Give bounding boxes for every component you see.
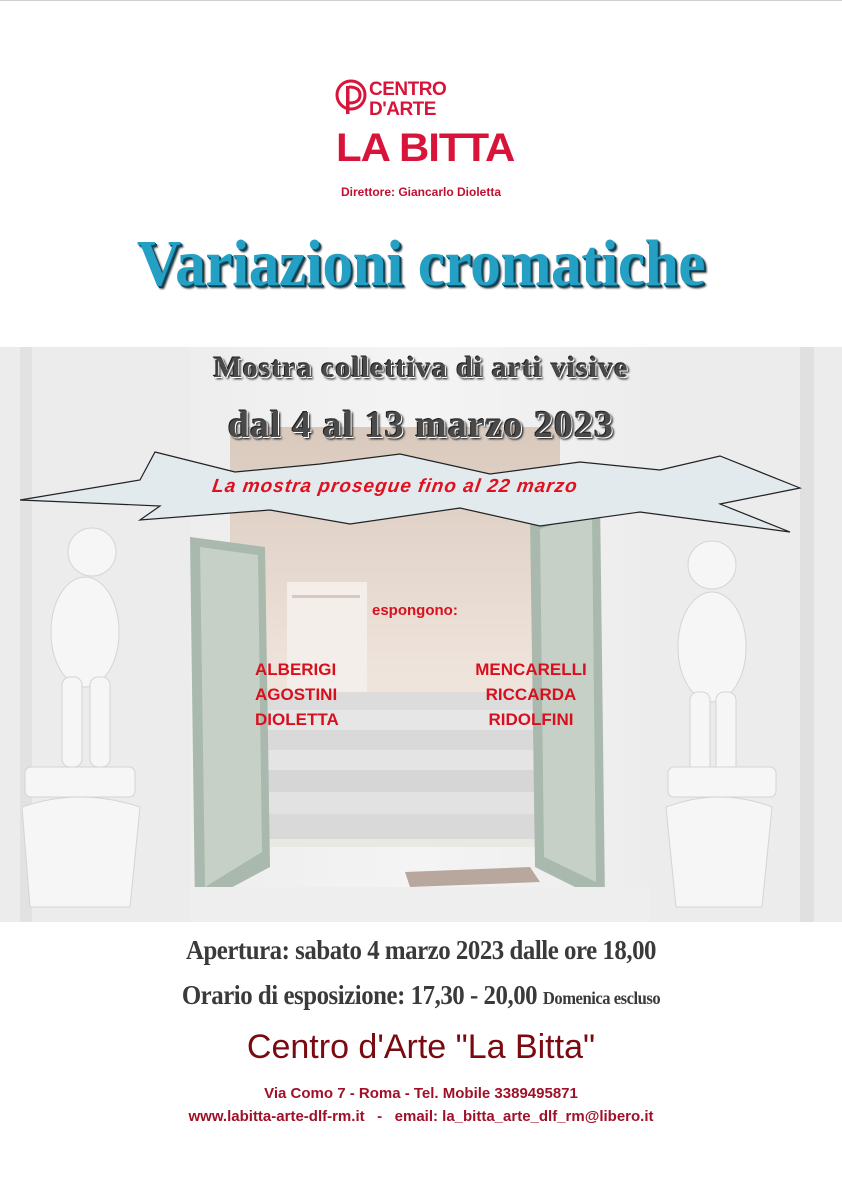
extension-notice: La mostra prosegue fino al 22 marzo [210,476,580,497]
logo [334,76,534,176]
hours-note: Domenica escluso [542,988,661,1008]
exhibition-title: Variazioni cromatiche [136,227,706,300]
contact-separator: - [377,1108,383,1125]
contacts-line [0,1108,842,1125]
logo-mark-icon [334,78,370,122]
email-link[interactable]: email: la_bitta_arte_dlf_rm@libero.it [394,1108,654,1125]
website-link[interactable]: www.labitta-arte-dlf-rm.it [188,1108,365,1125]
artists-left-column [255,657,339,732]
exhibition-subtitle: Mostra collettiva di arti visive [213,351,629,384]
logo-text-la-bitta: LA BITTA [336,126,515,170]
opening-info: Apertura: sabato 4 marzo 2023 dalle ore 18,00 [185,935,657,965]
top-border [0,0,842,1]
logo-text-centro: CENTRO [369,79,447,100]
exhibition-dates: dal 4 al 13 marzo 2023 [227,404,615,446]
exhibition-hours [34,980,809,1011]
director-credit: Direttore: Giancarlo Dioletta [340,185,502,199]
exhibitors-label: espongono: [372,602,458,619]
artist-name: RIDOLFINI [488,710,574,729]
address-line: Via Como 7 - Roma - Tel. Mobile 3389495871 [264,1085,578,1102]
artist-name: MENCARELLI [475,660,587,679]
artists-right-column [460,657,602,732]
artist-name: DIOLETTA [255,710,339,729]
artist-name: ALBERIGI [255,660,337,679]
artist-name: AGOSTINI [255,685,338,704]
venue-name: Centro d'Arte "La Bitta" [246,1028,596,1066]
hours-main: Orario di esposizione: 17,30 - 20,00 [181,980,538,1010]
logo-text-darte: D'ARTE [369,99,436,120]
artist-name: RICCARDA [485,685,577,704]
